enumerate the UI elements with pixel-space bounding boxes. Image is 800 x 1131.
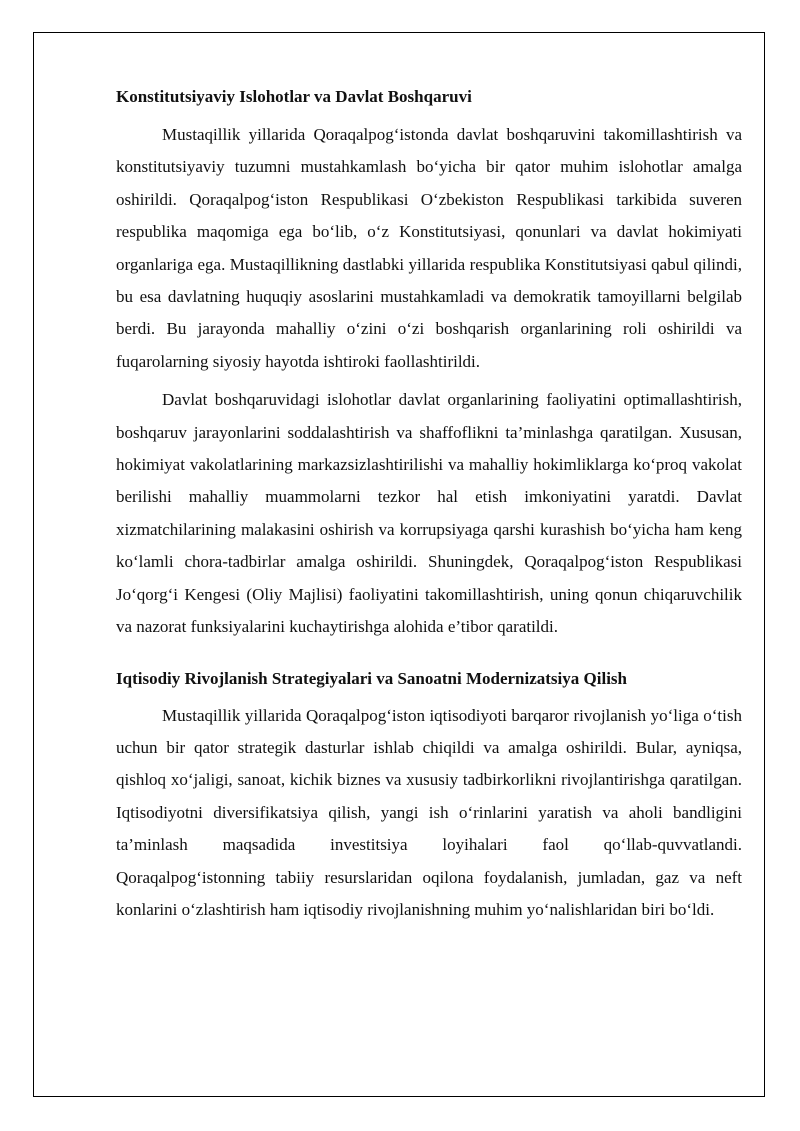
paragraph: Mustaqillik yillarida Qoraqalpog‘iston iqtisodiyoti barqaror rivojlanish yo‘liga o‘tish uchun bir qator strategik dasturlar ishlab chiqildi va amalga oshirildi. Bular, ayniqsa, qishloq xo‘jaligi, sanoat, kichik biznes va xususiy tadbirkorlikni rivojlantirishga qaratilgan. Iqtisodiyotni diversifikatsiya qilish, yangi ish o‘rinlarini yaratish va aholi bandligini ta’minlash maqsadida investitsiya loyihalari faol qo‘llab-quvvatlandi. Qoraqalpog‘istonning tabiiy resurslaridan oqilona foydalanish, jumladan, gaz va neft konlarini o‘zlashtirish ham iqtisodiy rivojlanishning muhim yo‘nalishlaridan biri bo‘ldi. <box>116 705 742 919</box>
paragraph: Mustaqillik yillarida Qoraqalpog‘istonda davlat boshqaruvini takomillashtirish va konstitutsiyaviy tuzumni mustahkamlash bo‘yicha bir qator muhim islohotlar amalga oshirildi. Qoraqalpog‘iston Respublikasi O‘zbekiston Respublikasi tarkibida suveren respublika maqomiga ega bo‘lib, o‘z Konstitutsiyasi, qonunlari va davlat hokimiyati organlariga ega. Mustaqillikning dastlabki yillarida respublika Konstitutsiyasi qabul qilindi, bu esa davlatning huquqiy asoslarini mustahkamladi va demokratik tamoyillarni belgilab berdi. Bu jarayonda mahalliy o‘zini o‘zi boshqarish organlarining roli oshirildi va fuqarolarning siyosiy hayotda ishtiroki faollashtirildi. <box>116 125 742 371</box>
document-body <box>116 86 742 932</box>
paragraph: Davlat boshqaruvidagi islohotlar davlat organlarining faoliyatini optimallashtirish, boshqaruv jarayonlarini soddalashtirish va shaffoflikni ta’minlashga qaratilgan. Xususan, hokimiyat vakolatlarining markazsizlashtirilishi va mahalliy hokimliklarga ko‘proq vakolat berilishi mahalliy muammolarni tezkor hal etish imkoniyatini yaratdi. Davlat xizmatchilarining malakasini oshirish va korrupsiyaga qarshi kurashish bo‘yicha ham keng ko‘lamli chora-tadbirlar amalga oshirildi. Shuningdek, Qoraqalpog‘iston Respublikasi Jo‘qorg‘i Kengesi (Oliy Majlisi) faoliyatini takomillashtirish, uning qonun chiqaruvchilik va nazorat funksiyalarini kuchaytirishga alohida e’tibor qaratildi. <box>116 390 742 637</box>
section-heading-economic-development: Iqtisodiy Rivojlanish Strategiyalari va Sanoatni Modernizatsiya Qilish <box>116 668 627 688</box>
section-heading-constitutional-reforms: Konstitutsiyaviy Islohotlar va Davlat Boshqaruvi <box>116 87 472 106</box>
